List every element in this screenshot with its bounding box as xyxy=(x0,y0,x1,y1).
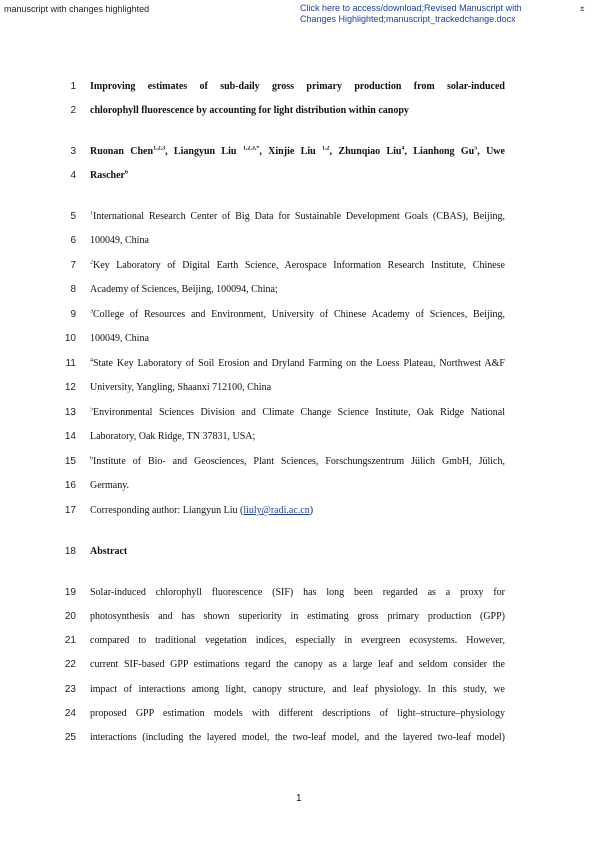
affiliation xyxy=(90,211,505,223)
line-number: 22 xyxy=(64,659,76,670)
author-affil: 1,2,3 xyxy=(153,146,166,152)
abstract-line: impact of interactions among light, canopy structure, and leaf physiology. In this study, we xyxy=(90,684,505,695)
line-number: 17 xyxy=(64,505,76,516)
line-number: 25 xyxy=(64,732,76,743)
line-number: 8 xyxy=(70,284,76,295)
author-affil: 1,2 xyxy=(322,146,330,152)
line-number: 11 xyxy=(65,358,76,369)
line-number: 13 xyxy=(64,407,76,418)
abstract-heading: Abstract xyxy=(90,546,128,557)
author-affil: 4 xyxy=(401,146,405,152)
author-name: Rascher xyxy=(90,170,125,181)
page-number: 1 xyxy=(296,793,302,804)
affil-text: International Research Center of Big Data for Sustainable Development Goals (CBAS), Beijing, xyxy=(93,211,505,222)
author-name: , Liangyun Liu xyxy=(165,146,243,157)
corresponding-label: Corresponding author: Liangyun Liu ( xyxy=(90,505,244,516)
affil-mark: 2 xyxy=(90,260,93,266)
line-number: 5 xyxy=(70,211,76,222)
paper-title-line1: Improving estimates of sub-daily gross primary production from solar-induced xyxy=(90,81,505,92)
line-number: 7 xyxy=(70,260,76,271)
author-name: , Uwe xyxy=(477,146,505,157)
abstract-line: photosynthesis and has shown superiority in estimating gross primary production (GPP) xyxy=(90,611,505,622)
affiliation-cont: 100049, China xyxy=(90,235,149,246)
line-number: 18 xyxy=(64,546,76,557)
author-affil: 6 xyxy=(125,170,128,176)
line-number: 21 xyxy=(64,635,76,646)
download-link-line2[interactable]: Changes Highlighted;manuscript_trackedchange.docx xyxy=(300,14,516,24)
affiliation xyxy=(90,260,505,272)
affiliation xyxy=(90,358,505,370)
download-link-line1[interactable]: Click here to access/download;Revised Manuscript with xyxy=(300,3,522,13)
author-list-cont xyxy=(90,170,505,182)
download-link[interactable] xyxy=(300,3,562,25)
affil-mark: 6 xyxy=(90,456,93,462)
corresponding-author xyxy=(90,505,505,517)
affiliation-cont: University, Yangling, Shaanxi 712100, China xyxy=(90,382,272,393)
author-affil: 5 xyxy=(474,146,478,152)
author-name: , Zhunqiao Liu xyxy=(329,146,402,157)
affil-mark: 4 xyxy=(90,358,93,364)
line-number: 10 xyxy=(64,333,76,344)
affil-text: College of Resources and Environment, University of Chinese Academy of Sciences, Beijing, xyxy=(93,309,505,320)
affiliation xyxy=(90,456,505,468)
line-number: 3 xyxy=(70,146,76,157)
affiliation-cont: 100049, China xyxy=(90,333,149,344)
line-number: 6 xyxy=(70,235,76,246)
line-number: 15 xyxy=(64,456,76,467)
affiliation-cont: Academy of Sciences, Beijing, 100094, China; xyxy=(90,284,278,295)
line-number: 23 xyxy=(64,684,76,695)
line-number: 2 xyxy=(70,105,76,116)
affil-text: State Key Laboratory of Soil Erosion and Dryland Farming on the Loess Plateau, Northwest A&F xyxy=(93,358,505,369)
abstract-line: compared to traditional vegetation indices, especially in evergreen ecosystems. However, xyxy=(90,635,505,646)
author-list xyxy=(90,146,505,158)
author-name: , Lianhong Gu xyxy=(404,146,475,157)
line-number: 19 xyxy=(64,587,76,598)
email-link[interactable]: liuly@radi.ac.cn xyxy=(243,505,310,516)
line-number: 24 xyxy=(64,708,76,719)
author-affil: 1,2,3,* xyxy=(242,146,260,152)
affil-mark: 1 xyxy=(90,211,93,217)
line-number: 20 xyxy=(64,611,76,622)
line-number: 14 xyxy=(64,431,76,442)
author-name: , Xinjie Liu xyxy=(259,146,323,157)
author-name: Ruonan Chen xyxy=(90,146,154,157)
corresponding-close: ) xyxy=(309,505,314,516)
abstract-line: proposed GPP estimation models with different descriptions of light–structure–physiology xyxy=(90,708,505,719)
affil-text: Institute of Bio- and Geosciences, Plant Sciences, Forschungszentrum Jülich GmbH, Jülich, xyxy=(93,456,505,467)
affiliation-cont: Laboratory, Oak Ridge, TN 37831, USA; xyxy=(90,431,256,442)
affil-mark: 3 xyxy=(90,309,93,315)
affiliation xyxy=(90,407,505,419)
affil-text: Key Laboratory of Digital Earth Science, Aerospace Information Research Institute, Chinese xyxy=(93,260,505,271)
line-number: 4 xyxy=(70,170,76,181)
abstract-line: current SIF-based GPP estimations regard the canopy as a large leaf and seldom consider the xyxy=(90,659,505,670)
line-number: 12 xyxy=(64,382,76,393)
abstract-line: Solar-induced chlorophyll fluorescence (SIF) has long been regarded as a proxy for xyxy=(90,587,505,598)
affiliation xyxy=(90,309,505,321)
abstract-line: interactions (including the layered model, the two-leaf model, and the layered two-leaf model) xyxy=(90,732,505,743)
affiliation-cont: Germany. xyxy=(90,480,130,491)
affil-mark: 5 xyxy=(90,407,93,413)
line-number: 1 xyxy=(70,81,76,92)
watermark-left: manuscript with changes highlighted xyxy=(4,4,150,14)
paper-title-line2: chlorophyll fluorescence by accounting for light distribution within canopy xyxy=(90,105,409,116)
corner-mark: ± xyxy=(580,4,585,13)
line-number: 9 xyxy=(70,309,76,320)
affil-text: Environmental Sciences Division and Climate Change Science Institute, Oak Ridge National xyxy=(93,407,505,418)
line-number: 16 xyxy=(64,480,76,491)
